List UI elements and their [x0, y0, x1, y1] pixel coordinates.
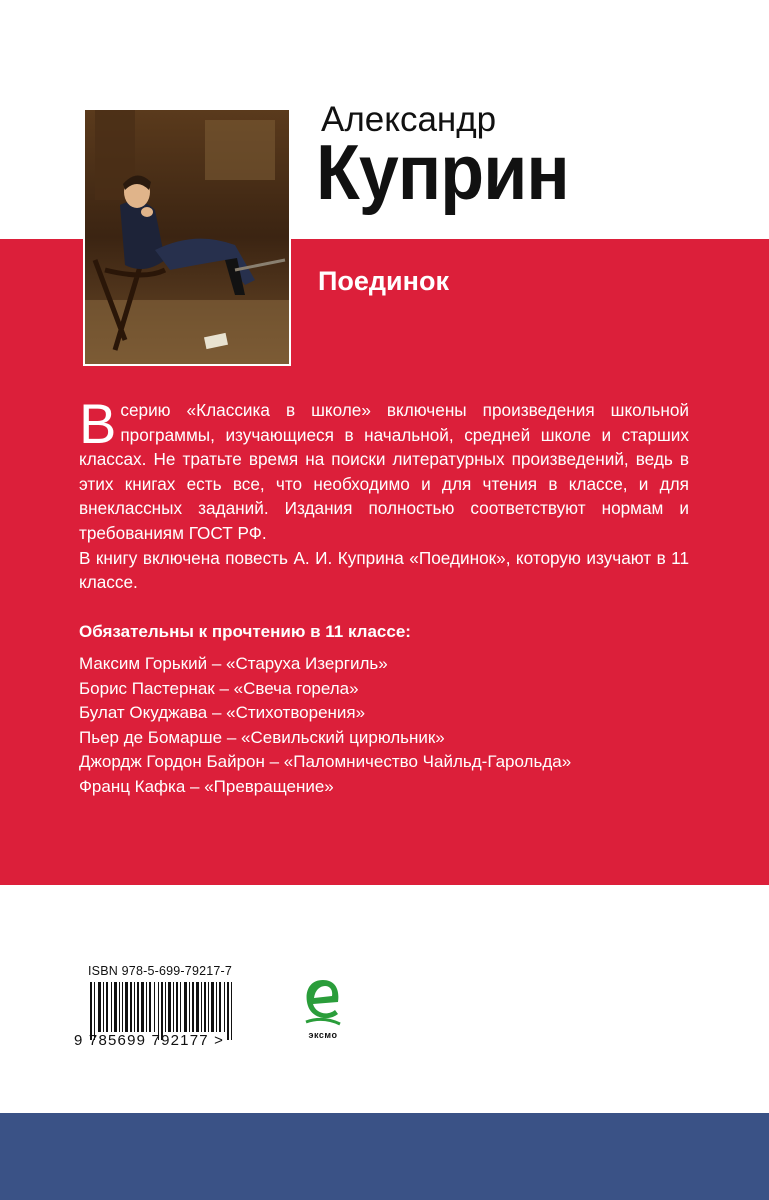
blue-band: [0, 1113, 769, 1200]
required-works-list: [79, 652, 571, 800]
required-reading-heading: Обязательны к прочтению в 11 классе:: [79, 622, 411, 641]
description-paragraph-2: В книгу включена повесть А. И. Куприна «Поединок», которую изучают в 11 классе.: [79, 547, 689, 593]
isbn-label: ISBN 978-5-699-79217-7: [88, 964, 233, 978]
description-paragraph-1: серию «Классика в школе» включены произведения школьной программы, изучающиеся в начальной, средней школе и старших классах. Не тратьте время на поиски литературных произведений, ведь в этих книгах есть все, что необходимо и для чтения в классе, и для внеклассных заданий. Издания полностью соответствуют нормам и требованиям ГОСТ РФ.: [79, 400, 689, 543]
list-item: Борис Пастернак – «Свеча горела»: [79, 678, 359, 698]
portrait-painting-icon: [85, 110, 289, 364]
list-item: Пьер де Бомарше – «Севильский цирюльник»: [79, 727, 445, 747]
list-item: Джордж Гордон Байрон – «Паломничество Чайльд-Гарольда»: [79, 752, 572, 772]
author-portrait: [83, 108, 291, 366]
list-item: Франц Кафка – «Превращение»: [79, 776, 334, 796]
list-item: Максим Горький – «Старуха Изергиль»: [79, 654, 388, 673]
author-last-name: Куприн: [316, 128, 569, 216]
barcode-digits: 9 785699 792177 >: [74, 1032, 225, 1049]
publisher-logo-text: эксмо: [308, 1030, 338, 1040]
book-title: Поединок: [318, 266, 449, 296]
series-description: [79, 392, 689, 595]
author-first-name: Александр: [321, 100, 497, 139]
list-item: Булат Окуджава – «Стихотворения»: [79, 703, 366, 723]
dropcap-letter: В: [79, 392, 117, 455]
